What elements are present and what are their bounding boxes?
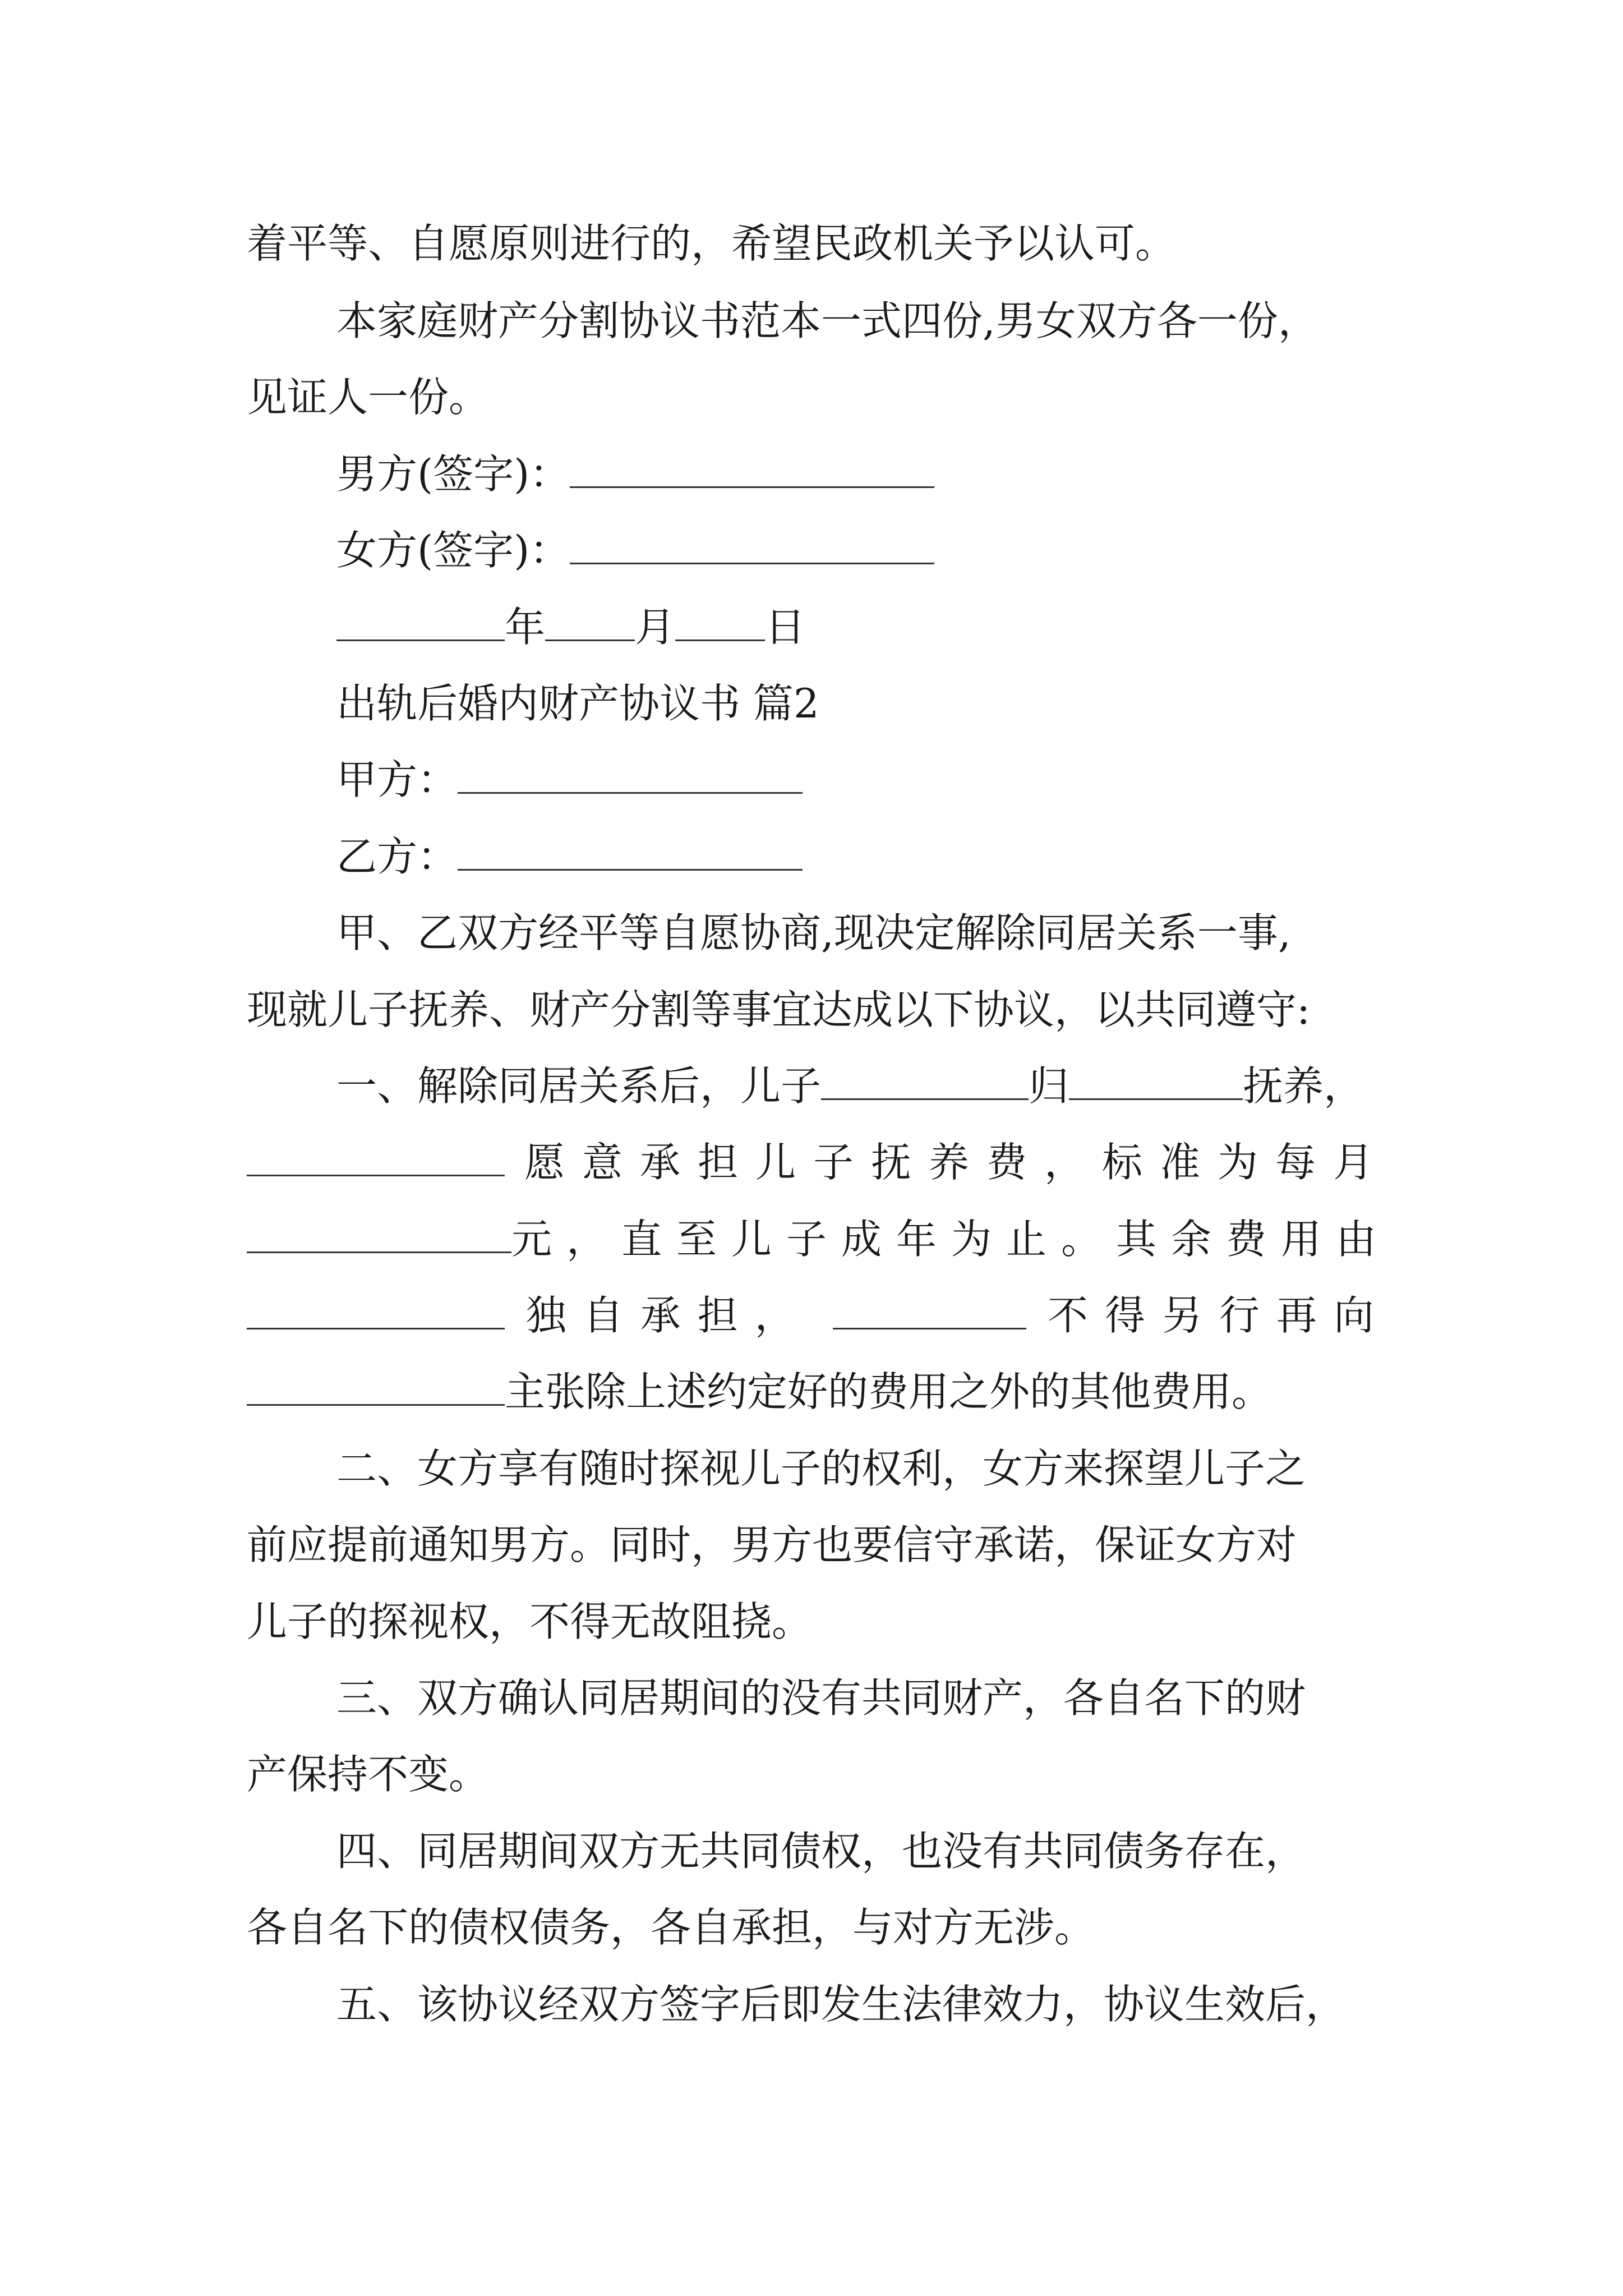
paragraph-line: 儿子的探视权，不得无故阻挠。 xyxy=(247,1598,813,1645)
paragraph-line: 现就儿子抚养、财产分割等事宜达成以下协议，以共同遵守: xyxy=(247,986,1311,1033)
clause-text: 愿意承担儿子抚养费，标准为每月 xyxy=(524,1139,1391,1186)
paragraph-line: 甲、乙双方经平等自愿协商,现决定解除同居关系一事, xyxy=(336,909,1291,956)
day-blank xyxy=(675,605,765,641)
paragraph-line: 三、双方确认同居期间的没有共同财产，各自名下的财 xyxy=(336,1674,1306,1722)
party-b-blank xyxy=(458,834,803,871)
paragraph-line: 四、同居期间双方无共同债权，也没有共同债务存在， xyxy=(336,1828,1306,1875)
clause-text: 元，直至儿子成年为止。其余费用由 xyxy=(511,1216,1391,1263)
clause-text: 独自承担， xyxy=(525,1292,812,1339)
party-a-label: 甲方： xyxy=(336,756,458,803)
section-heading: 出轨后婚内财产协议书 篇2 xyxy=(336,680,819,727)
month-label: 月 xyxy=(635,604,676,651)
clause-1-line xyxy=(247,1287,1391,1343)
clause-text: 抚养， xyxy=(1243,1062,1364,1110)
paragraph-line: 前应提前通知男方。同时，男方也要信守承诺，保证女方对 xyxy=(247,1521,1297,1568)
clause-1-line xyxy=(247,1134,1391,1190)
male-signature-line xyxy=(336,446,1391,502)
clause-1-line xyxy=(247,1211,1391,1267)
party-blank xyxy=(833,1293,1026,1329)
party-a-line xyxy=(336,752,1391,808)
clause-text: 一、解除同居关系后，儿子 xyxy=(336,1062,822,1110)
year-blank xyxy=(336,605,505,641)
date-line xyxy=(336,599,1391,655)
female-signature-line xyxy=(336,522,1391,578)
paragraph-line: 二、女方享有随时探视儿子的权利，女方来探望儿子之 xyxy=(336,1445,1306,1492)
amount-blank xyxy=(247,1217,511,1253)
year-label: 年 xyxy=(505,604,546,651)
clause-text: 不得另行再向 xyxy=(1047,1292,1391,1339)
paragraph-line: 见证人一份。 xyxy=(247,374,490,421)
paragraph-line: 着平等、自愿原则进行的，希望民政机关予以认可。 xyxy=(247,220,1176,267)
party-b-label: 乙方： xyxy=(336,833,458,880)
month-blank xyxy=(545,605,635,641)
clause-text: 主张除上述约定好的费用之外的其他费用。 xyxy=(505,1368,1272,1415)
son-name-blank xyxy=(821,1064,1029,1100)
clause-text: 归 xyxy=(1029,1062,1069,1110)
clause-1-line xyxy=(247,1364,1391,1420)
other-cost-bearer-blank xyxy=(247,1293,505,1329)
claimant-blank xyxy=(247,1369,505,1406)
paragraph-line: 产保持不变。 xyxy=(247,1751,490,1798)
paragraph-line: 本家庭财产分割协议书范本一式四份,男女双方各一份， xyxy=(336,297,1318,344)
paragraph-line: 各自名下的债权债务，各自承担，与对方无涉。 xyxy=(247,1904,1095,1951)
party-b-line xyxy=(336,829,1391,885)
male-signature-blank xyxy=(570,452,934,488)
clause-1-line xyxy=(336,1058,1391,1114)
paragraph-line: 五、该协议经双方签字后即发生法律效力，协议生效后， xyxy=(336,1981,1347,2028)
female-signature-blank xyxy=(570,528,934,564)
payer-blank xyxy=(247,1140,505,1176)
custodian-blank xyxy=(1069,1064,1243,1100)
day-label: 日 xyxy=(765,604,806,651)
party-a-blank xyxy=(458,757,803,794)
male-signature-label: 男方(签字)： xyxy=(336,450,570,498)
female-signature-label: 女方(签字)： xyxy=(336,527,570,574)
